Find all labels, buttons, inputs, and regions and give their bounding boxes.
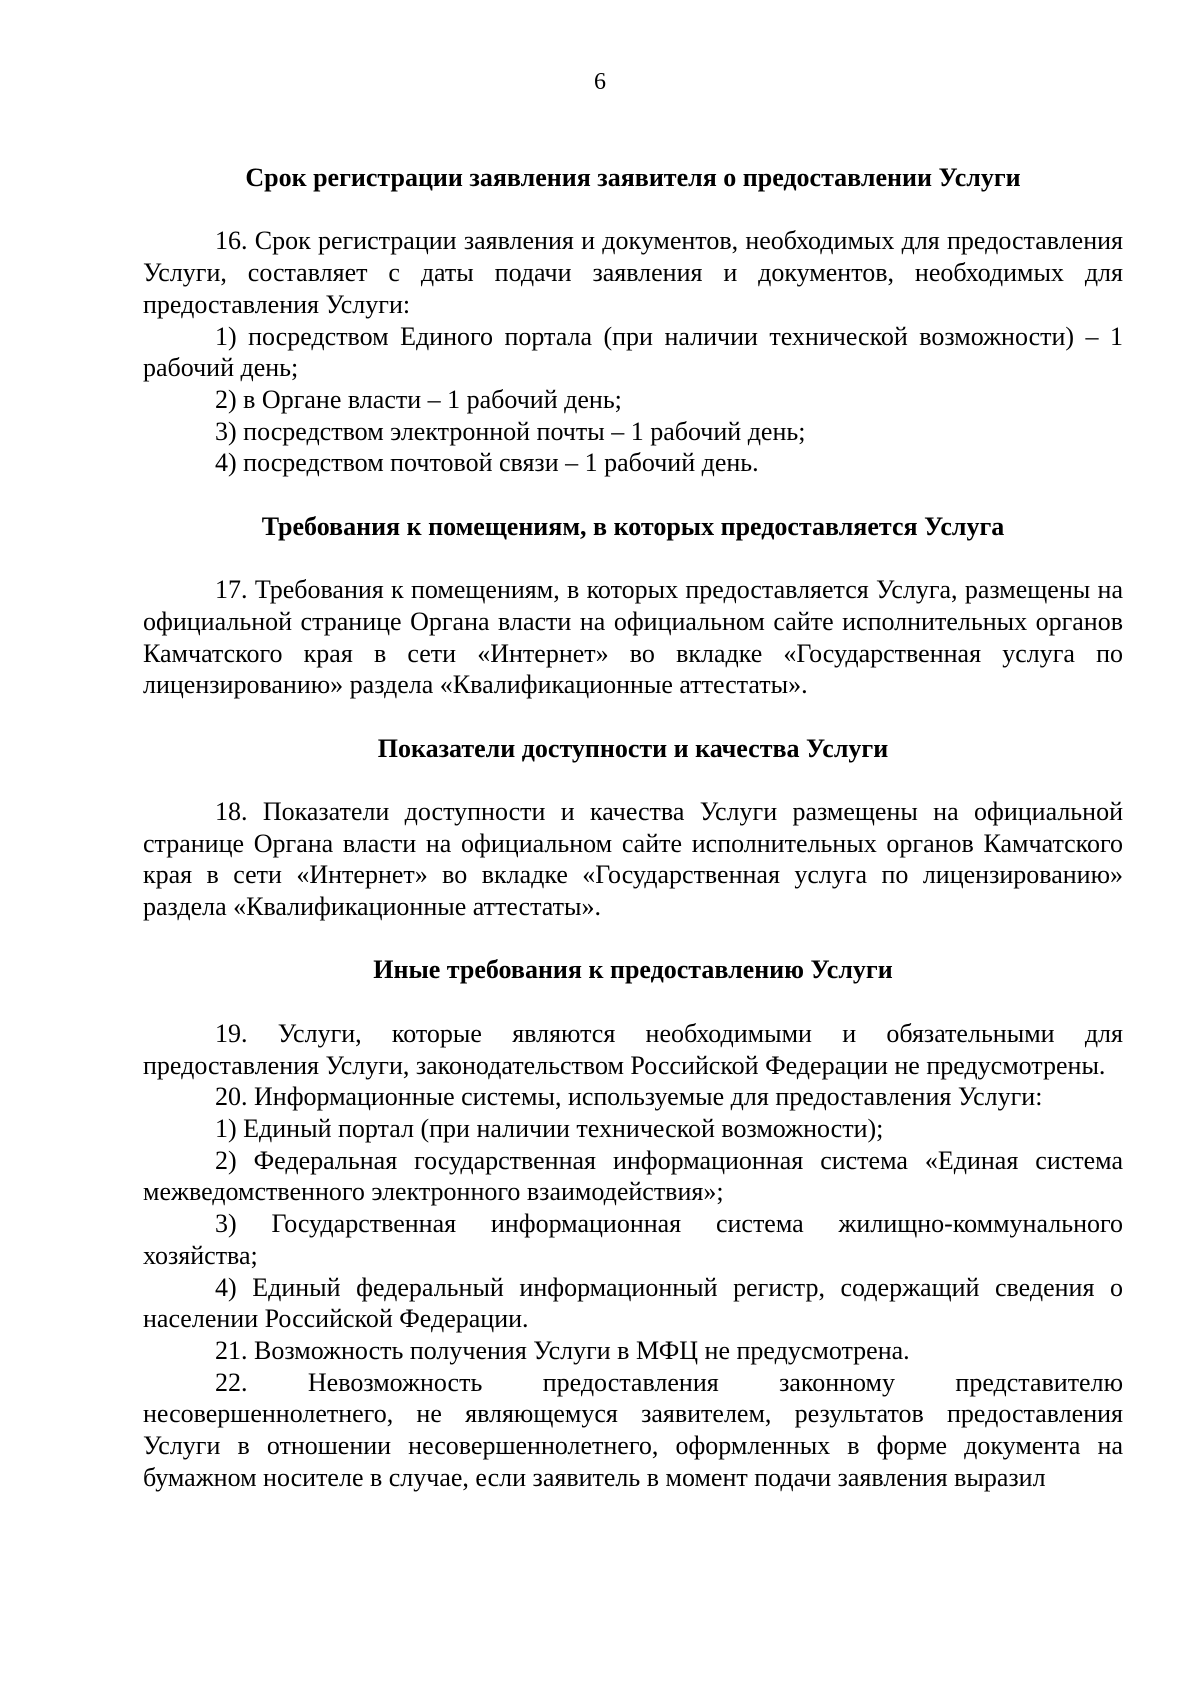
section-premises-requirements bbox=[143, 511, 1123, 701]
section-other-requirements bbox=[143, 954, 1123, 1493]
section-heading: Иные требования к предоставлению Услуги bbox=[373, 955, 893, 985]
section-heading: Срок регистрации заявления заявителя о предоставлении Услуги bbox=[245, 163, 1021, 192]
section-heading: Показатели доступности и качества Услуги bbox=[377, 733, 889, 763]
document-body bbox=[143, 162, 1123, 1493]
paragraph: 22. Невозможность предоставления законному представителю несовершеннолетнего, не являющемуся заявителем, результатов предоставления Услуги в отношении несовершеннолетнего, оформленных в форме документа на бумажном носителе в случае, если заявитель в момент подачи заявления выразил bbox=[143, 1367, 1123, 1492]
paragraph: 1) посредством Единого портала (при наличии технической возможности) – 1 рабочий день; bbox=[143, 321, 1123, 383]
page-number: 6 bbox=[594, 69, 606, 95]
paragraph: 3) Государственная информационная система жилищно-коммунального хозяйства; bbox=[143, 1209, 1123, 1270]
section-heading: Требования к помещениям, в которых предоставляется Услуга bbox=[261, 511, 1005, 541]
paragraph: 4) посредством почтовой связи – 1 рабочий день. bbox=[215, 448, 759, 478]
paragraph: 19. Услуги, которые являются необходимыми и обязательными для предоставления Услуги, законодательством Российской Федерации не предусмотрены. bbox=[143, 1018, 1123, 1080]
paragraph: 16. Срок регистрации заявления и документов, необходимых для предоставления Услуги, составляет с даты подачи заявления и документов, необходимых для предоставления Услуги: bbox=[143, 226, 1123, 319]
section-registration-term bbox=[143, 162, 1123, 479]
paragraph: 4) Единый федеральный информационный регистр, содержащий сведения о населении Российской Федерации. bbox=[143, 1272, 1123, 1334]
paragraph: 3) посредством электронной почты – 1 рабочий день; bbox=[215, 416, 806, 446]
paragraph: 18. Показатели доступности и качества Услуги размещены на официальной странице Органа власти на официальном сайте исполнительных органов Камчатского края в сети «Интернет» во вкладке «Государственная услуга по лицензированию» раздела «Квалификационные аттестаты». bbox=[143, 796, 1123, 922]
paragraph: 20. Информационные системы, используемые для предоставления Услуги: bbox=[215, 1082, 1043, 1112]
paragraph: 21. Возможность получения Услуги в МФЦ не предусмотрена. bbox=[215, 1335, 910, 1365]
paragraph: 2) в Органе власти – 1 рабочий день; bbox=[215, 384, 622, 414]
paragraph: 17. Требования к помещениям, в которых предоставляется Услуга, размещены на официальной странице Органа власти на официальном сайте исполнительных органов Камчатского края в сети «Интернет» во вкладке «Государственная услуга по лицензированию» раздела «Квалификационные аттестаты». bbox=[143, 575, 1123, 700]
paragraph: 2) Федеральная государственная информационная система «Единая система межведомственного электронного взаимодействия»; bbox=[143, 1145, 1123, 1207]
paragraph: 1) Единый портал (при наличии технической возможности); bbox=[215, 1113, 884, 1143]
section-accessibility-indicators bbox=[143, 733, 1123, 923]
